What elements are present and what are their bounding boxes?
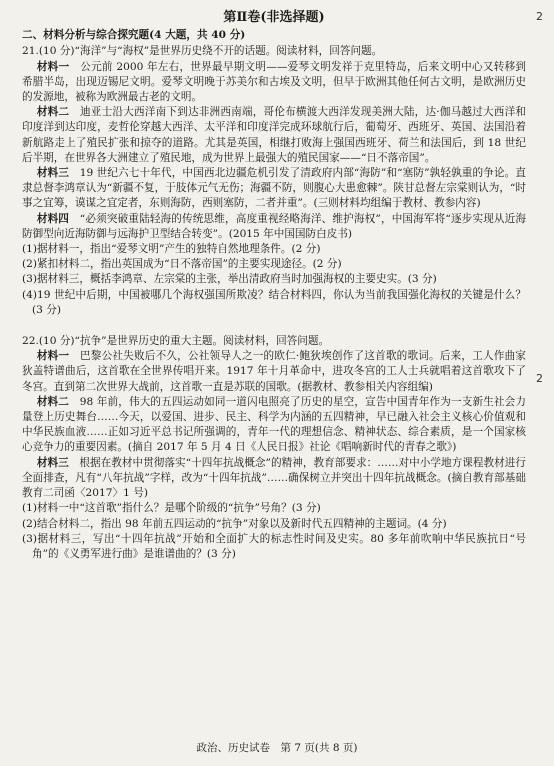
material-text: 根据在教材中贯彻落实“十四年抗战概念”的精神，教育部要求：……对中小学地方课程教材进行全面排查，凡有“八年抗战”字样，改为“十四年抗战”……确保树立并突出十四年抗战概念。(摘自教育部基础教育二司函〈2017〉1 号)	[22, 456, 527, 500]
q21-material-2	[22, 105, 526, 166]
material-label: 材料三	[36, 167, 69, 180]
q22-subquestion-3: (3)据材料三，写出“十四年抗战”开始和全面扩大的标志性时间及史实。80 多年前吹响中华民族抗日“号角”的《义勇军进行曲》是谁谱曲的？(3 分)	[22, 532, 526, 560]
material-label: 材料一	[36, 350, 70, 363]
page-footer: 政治、历史试卷 第 7 页(共 8 页)	[196, 742, 358, 754]
material-label: 材料四	[36, 212, 70, 225]
page-side-number-top: 2	[536, 10, 543, 23]
q22-stem: 22.(10 分)“抗争”是世界历史的重大主题。阅读材料，回答问题。	[22, 335, 330, 348]
q22-subquestion-2: (2)结合材料二，指出 98 年前五四运动的“抗争”对象以及新时代五四精神的主题词。(4 分)	[22, 517, 447, 530]
question-22	[22, 334, 526, 562]
q21-subquestion-3: (3)据材料三，概括李鸿章、左宗棠的主张，举出清政府当时加强海权的主要史实。(3 分)	[22, 273, 437, 286]
q22-material-1	[22, 349, 526, 395]
q22-material-2	[22, 395, 526, 456]
material-label: 材料二	[36, 106, 70, 119]
part-title: 第Ⅱ卷(非选择题)	[223, 10, 325, 25]
q22-subquestion-1: (1)材料一中“这首歌”指什么？是哪个阶级的“抗争”号角？(3 分)	[22, 502, 321, 515]
exam-page	[22, 8, 526, 562]
q21-stem: 21.(10 分)“海洋”与“海权”是世界历史绕不开的话题。阅读材料，回答问题。	[22, 45, 383, 58]
section-heading: 二、材料分析与综合探究题(4 大题，共 40 分)	[22, 29, 246, 42]
material-text: 迪亚士沿大西洋南下到达非洲西南端，哥伦布横渡大西洋发现美洲大陆，达·伽马越过大西洋和印度洋到达印度，麦哲伦穿越大西洋、太平洋和印度洋完成环球航行后，葡萄牙、西班牙、英国、法国沿着新航路走上了殖民扩张和掠夺的道路。尤其是英国，相继打败海上强国西班牙、荷兰和法国后，到 18 世纪后半期，在世界各大洲建立了殖民地，成为世界上最强大的殖民国家——“日不落帝国”。	[22, 106, 526, 164]
q21-subquestion-1: (1)据材料一，指出“爱琴文明”产生的独特自然地理条件。(2 分)	[22, 243, 321, 256]
q21-material-4	[22, 212, 526, 242]
material-text: “必须突破重陆轻海的传统思维，高度重视经略海洋、维护海权”，中国海军将“逐步实现从近海防御型向近海防御与远海护卫型结合转变”。(2015 年中国国防白皮书)	[22, 212, 527, 240]
question-gap	[22, 318, 526, 334]
material-label: 材料一	[36, 60, 70, 73]
material-label: 材料三	[36, 456, 69, 469]
material-label: 材料二	[36, 395, 70, 408]
material-text: 19 世纪六七十年代，中国西北边疆危机引发了清政府内部“海防”和“塞防”孰轻孰重的争论。直隶总督李鸿章认为“新疆不复，于肢体元气无伤；海疆不防，则腹心大患愈棘”。陕甘总督左宗棠则认为，“时事之宜筹，谟谋之宜定者，东则海防，西则塞防，二者并重”。(三则材料均组编于教材、教参内容)	[22, 167, 526, 210]
material-text: 98 年前，伟大的五四运动如同一道闪电照亮了历史的星空，宣告中国青年作为一支新生社会力量登上历史舞台……今天，以爱国、进步、民主、科学为内涵的五四精神，早已融入社会主义核心价值观和中华民族血液……正如习近平总书记所强调的，青年一代的理想信念、精神状态、综合素质，是一个国家核心竞争力的重要因素。(摘自 2017 年 5 月 4 日《人民日报》社论《唱响新时代的青春之歌》)	[22, 395, 526, 454]
q21-subquestion-4: (4)19 世纪中后期，中国被哪几个海权强国所欺凌？结合材料四，你认为当前我国强化海权的关键是什么？(3 分)	[22, 288, 526, 316]
question-21	[22, 44, 526, 318]
q22-material-3	[22, 456, 526, 502]
page-side-number-middle: 2	[536, 372, 543, 385]
q21-material-3	[22, 166, 526, 212]
material-text: 巴黎公社失败后不久，公社领导人之一的欧仁·鲍狄埃创作了这首歌的歌词。后来，工人作曲家狄盖特谱曲后，这首歌在全世界传唱开来。1917 年十月革命中，进攻冬宫的工人士兵就唱着这首歌攻下了冬宫。直到第二次世界大战前，这首歌一直是苏联的国歌。(据教材、教参相关内容组编)	[22, 350, 526, 393]
material-text: 公元前 2000 年左右，世界最早期文明——爱琴文明发祥于克里特岛，后来文明中心又转移到希腊半岛，出现迈锡尼文明。爱琴文明晚于苏美尔和古埃及文明，但早于欧洲其他任何古文明，是欧洲历史的发源地，被称为欧洲最古老的文明。	[22, 60, 527, 104]
q21-material-1	[22, 60, 526, 106]
q21-subquestion-2: (2)紧扣材料二，指出英国成为“日不落帝国”的主要实现途径。(2 分)	[22, 258, 342, 271]
